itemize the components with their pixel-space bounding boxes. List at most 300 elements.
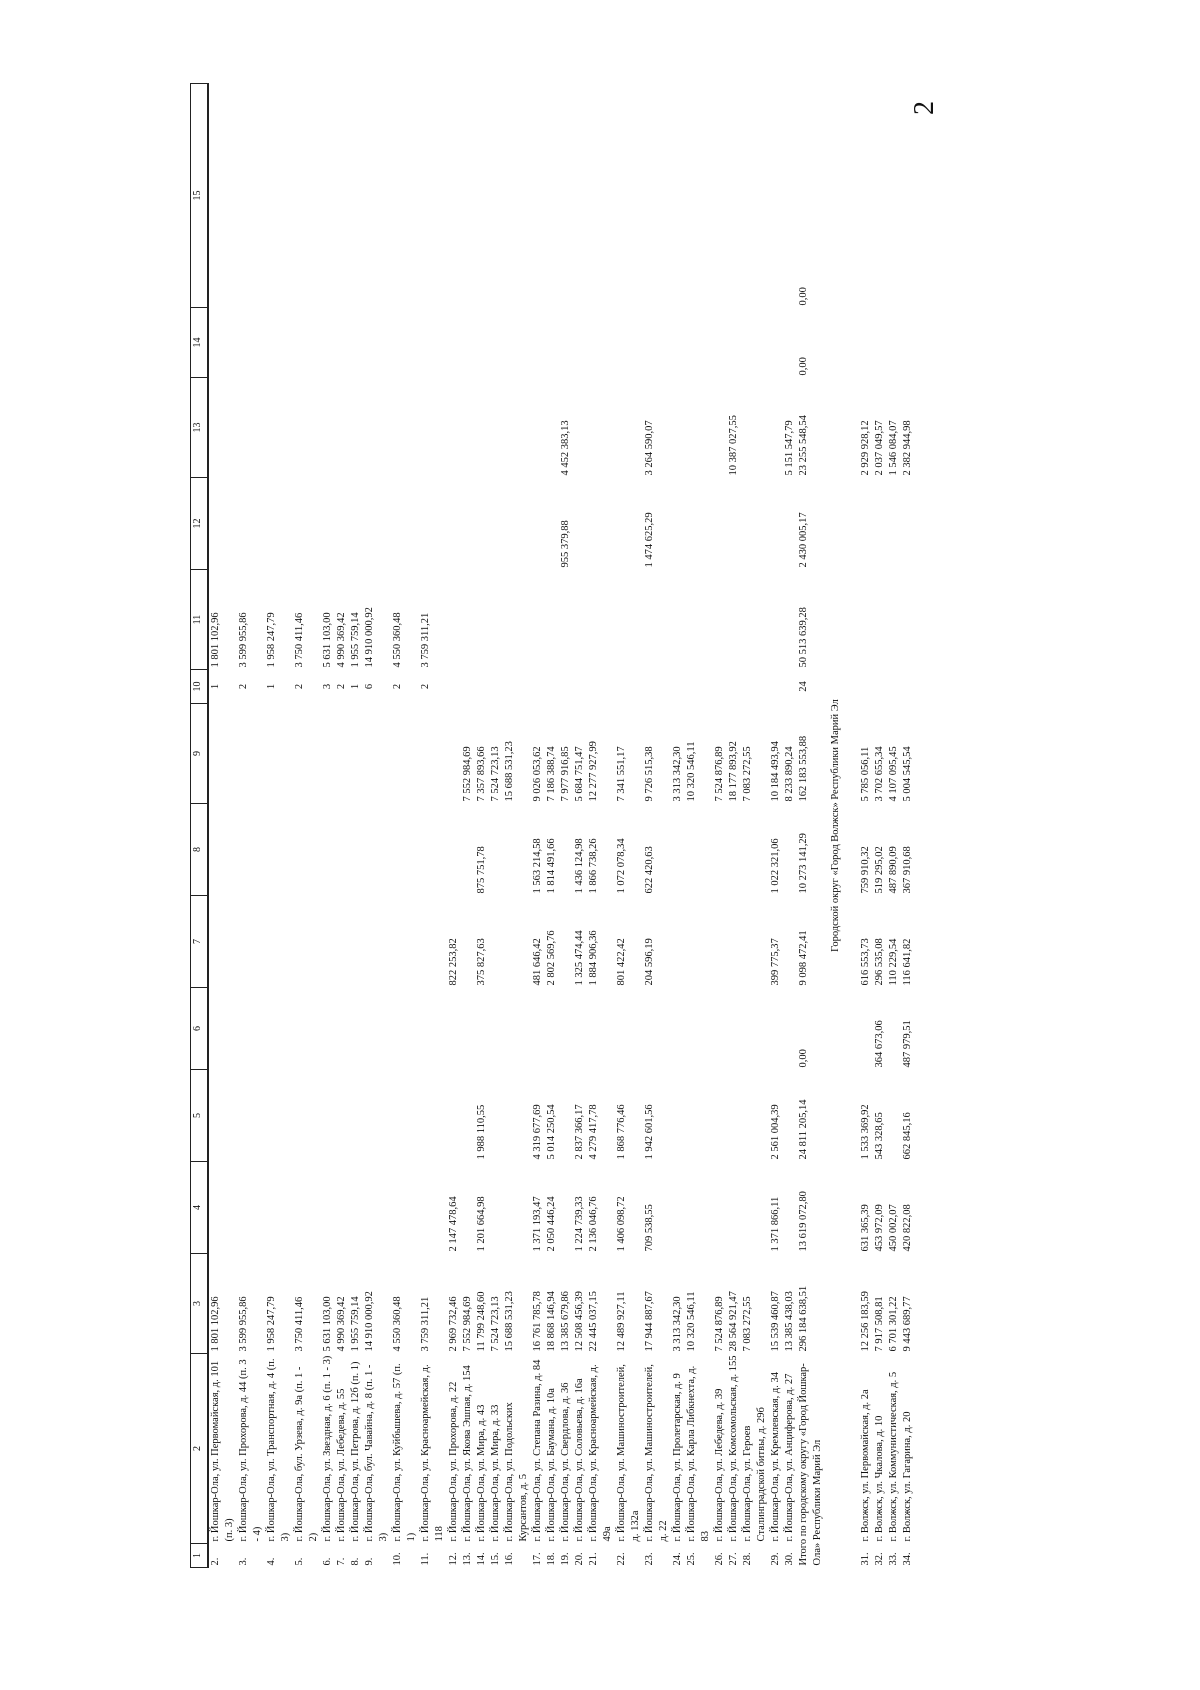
value-cell-c6 [419,988,447,1070]
row-number: 5. [294,1557,305,1566]
value-cell-c6 [671,988,685,1070]
value-cell-c6 [643,988,671,1070]
address-cell: г. Йошкар-Ола, ул. Лебедева, д. 55 [336,1388,347,1542]
value-cell-c3: 5 631 103,00 [322,1296,333,1352]
value-cell-c6 [208,988,237,1070]
value-cell-c8 [741,804,769,896]
row-number: 26. [714,1552,725,1566]
value-cell-c3: 13 385 438,03 [784,1291,795,1352]
value-cell-c6 [335,988,349,1070]
value-cell-c10 [671,670,685,704]
value-cell-c12 [713,478,727,570]
value-cell-c13 [237,378,265,478]
table-row [531,84,545,1568]
table-row [741,84,769,1568]
value-cell-c3: 1 958 247,79 [266,1296,277,1352]
value-cell-c6 [713,988,727,1070]
value-cell-c9: 8 233 890,24 [784,746,795,802]
value-cell-c3: 18 868 146,94 [546,1291,557,1352]
value-cell-c10 [727,670,741,704]
value-cell-c7: 399 775,37 [770,938,781,986]
table-row [321,84,335,1568]
value-cell-c3: 1 801 102,96 [210,1296,221,1352]
page-number: 2 [909,101,940,115]
value-cell-c14 [587,308,615,378]
value-cell-c14 [713,308,727,378]
value-cell-c10: 2 [238,683,249,690]
value-cell-c15 [363,84,391,308]
value-cell-c3: 16 761 785,78 [532,1291,543,1352]
address-cell: г. Йошкар-Ола, ул. Степана Разина, д. 84 [532,1359,543,1542]
value-cell-c10: 2 [336,683,347,690]
column-header-7: 7 [191,896,209,988]
value-cell-c4: 1 224 739,33 [574,1196,585,1252]
value-cell-c9 [293,704,321,804]
value-cell-c14 [489,308,503,378]
address-cell: г. Йошкар-Ола, ул. Первомайская, д. 101 (п. 3) [210,1360,235,1542]
value-cell-c12 [741,478,769,570]
value-cell-c12 [531,478,545,570]
value-cell-c6 [503,988,531,1070]
value-cell-c12 [873,478,887,570]
value-cell-c12 [887,478,901,570]
value-cell-c13 [293,378,321,478]
value-cell-c12 [587,478,615,570]
value-cell-c11 [859,570,873,670]
address-cell: г. Йошкар-Ола, ул. Красноармейская, д. 118 [420,1364,445,1542]
value-cell-c9: 10 184 493,94 [770,741,781,802]
column-header-13: 13 [191,378,209,478]
value-cell-c12 [461,478,475,570]
value-cell-c14 [859,308,873,378]
spacer-row [843,84,859,1568]
value-cell-c7 [208,896,237,988]
table-row [783,84,797,1568]
value-cell-c7: 2 802 569,76 [546,930,557,986]
value-cell-c15 [783,84,797,308]
column-header-10: 10 [191,670,209,704]
value-cell-c5 [503,1070,531,1162]
value-cell-c6 [573,988,587,1070]
address-cell: г. Йошкар-Ола, ул. Звездная, д. 6 (п. 1 - 3) [322,1355,333,1542]
column-header-11: 11 [191,570,209,670]
value-cell-c7 [727,896,741,988]
value-cell-c4 [783,1162,797,1254]
value-cell-c6 [489,988,503,1070]
value-cell-c15 [559,84,573,308]
value-cell-c14 [335,308,349,378]
value-cell-c12 [545,478,559,570]
value-cell-c11 [503,570,531,670]
value-cell-c11: 3 750 411,46 [294,612,305,668]
value-cell-c6 [741,988,769,1070]
value-cell-c15 [727,84,741,308]
value-cell-c9: 9 726 515,38 [644,746,655,802]
value-cell-c14 [901,308,915,378]
value-cell-c9: 7 186 388,74 [546,746,557,802]
value-cell-c8 [671,804,685,896]
row-number: 19. [560,1552,571,1566]
value-cell-c9 [349,704,363,804]
value-cell-c10: 2 [392,683,403,690]
value-cell-c6 [265,988,293,1070]
table-row [503,84,531,1568]
value-cell-c3: 4 550 360,48 [392,1296,403,1352]
value-cell-c10 [545,670,559,704]
value-cell-c11 [741,570,769,670]
value-cell-c7 [265,896,293,988]
value-cell-c12: 955 379,88 [560,520,571,568]
value-cell-c9: 7 524 876,89 [714,746,725,802]
value-cell-c14 [671,308,685,378]
value-cell-c5 [391,1070,419,1162]
value-cell-c4 [727,1162,741,1254]
value-cell-c12 [769,478,783,570]
value-cell-c12 [783,478,797,570]
value-cell-c11 [873,570,887,670]
value-cell-c5 [671,1070,685,1162]
value-cell-c8 [461,804,475,896]
table-row [901,84,915,1568]
value-cell-c7 [461,896,475,988]
value-cell-c6 [615,988,643,1070]
value-cell-c4: 709 538,55 [644,1204,655,1252]
row-number: 27. [728,1552,739,1566]
value-cell-c4 [237,1162,265,1254]
value-cell-c5: 1 868 776,46 [616,1104,627,1160]
value-cell-c15 [489,84,503,308]
column-header-15: 15 [191,84,209,308]
value-cell-c3: 11 799 248,60 [476,1291,487,1352]
value-cell-c15 [503,84,531,308]
value-cell-c7 [363,896,391,988]
section-title: Городской округ «Город Волжск» Республики Марий Эл [830,699,841,952]
value-cell-c10 [503,670,531,704]
value-cell-c13: 2 037 049,57 [874,420,885,476]
value-cell-c11: 1 955 759,14 [350,612,361,668]
value-cell-c10: 1 [210,683,221,690]
value-cell-c13 [741,378,769,478]
value-cell-c5: 4 319 677,69 [532,1104,543,1160]
value-cell-c5: 662 845,16 [902,1112,913,1160]
value-cell-c4 [713,1162,727,1254]
value-cell-c15 [321,84,335,308]
row-number: 20. [574,1552,585,1566]
address-cell: г. Йошкар-Ола, ул. Анциферова, д. 27 [784,1373,795,1542]
address-cell: г. Йошкар-Ола, ул. Пролетарская, д. 9 [672,1373,683,1542]
value-cell-c8 [335,804,349,896]
value-cell-c11 [615,570,643,670]
value-cell-c5: 2 561 004,39 [770,1104,781,1160]
value-cell-c12 [363,478,391,570]
value-cell-c3: 2 969 732,46 [448,1296,459,1352]
value-cell-c13: 10 387 027,55 [728,415,739,476]
value-cell-c15 [873,84,887,308]
value-cell-c14 [643,308,671,378]
value-cell-c10 [769,670,783,704]
value-cell-c11 [587,570,615,670]
row-number: 15. [490,1552,501,1566]
value-cell-c6 [475,988,489,1070]
table-row [769,84,783,1568]
value-cell-c11: 1 958 247,79 [266,612,277,668]
table-row [615,84,643,1568]
address-cell: г. Йошкар-Ола, ул. Транспортная, д. 4 (п. 3) [266,1358,291,1542]
value-cell-c6 [447,988,461,1070]
value-cell-c9: 12 277 927,99 [588,741,599,802]
value-cell-c9 [363,704,391,804]
value-cell-c11 [461,570,475,670]
value-cell-c8 [727,804,741,896]
address-cell: г. Йошкар-Ола, ул. Подольских Курсантов, д. 5 [504,1402,529,1542]
column-number-header [191,84,209,1568]
row-number: 25. [686,1552,697,1566]
value-cell-c4: 1 406 098,72 [616,1196,627,1252]
value-cell-c8: 759 910,32 [860,846,871,894]
value-cell-c12: 1 474 625,29 [644,512,655,568]
value-cell-c15 [475,84,489,308]
value-cell-c12 [615,478,643,570]
value-cell-c14 [503,308,531,378]
total-cell-c12: 2 430 005,17 [798,512,809,568]
total-cell-c6: 0,00 [798,1049,809,1068]
address-cell: г. Йошкар-Ола, ул. Баумана, д. 10а [546,1388,557,1542]
value-cell-c7: 116 641,82 [902,938,913,986]
value-cell-c15 [545,84,559,308]
table-row [727,84,741,1568]
address-cell: г. Йошкар-Ола, ул. Машиностроителей, д. 22 [644,1364,669,1542]
value-cell-c11: 3 599 955,86 [238,612,249,668]
section-header-row [825,84,843,1568]
value-cell-c8 [489,804,503,896]
column-header-14: 14 [191,308,209,378]
value-cell-c12 [489,478,503,570]
value-cell-c7: 481 646,42 [532,938,543,986]
total-cell-c15: 0,00 [798,287,809,306]
value-cell-c5 [783,1070,797,1162]
value-cell-c13: 1 546 084,07 [888,420,899,476]
value-cell-c8 [321,804,335,896]
value-cell-c13: 5 151 547,79 [784,420,795,476]
value-cell-c15 [685,84,713,308]
column-header-1: 1 [191,1544,209,1568]
value-cell-c6 [769,988,783,1070]
value-cell-c14 [887,308,901,378]
value-cell-c13 [447,378,461,478]
value-cell-c11: 14 910 000,92 [364,607,375,668]
value-cell-c3: 7 552 984,69 [462,1296,473,1352]
table-row [475,84,489,1568]
value-cell-c15 [335,84,349,308]
value-cell-c5 [321,1070,335,1162]
value-cell-c14 [615,308,643,378]
value-cell-c14 [208,308,237,378]
value-cell-c7 [419,896,447,988]
value-cell-c14 [573,308,587,378]
value-cell-c3: 1 955 759,14 [350,1296,361,1352]
value-cell-c10 [643,670,671,704]
value-cell-c6 [237,988,265,1070]
value-cell-c12 [685,478,713,570]
value-cell-c15 [531,84,545,308]
value-cell-c3: 12 508 456,39 [574,1291,585,1352]
value-cell-c7 [685,896,713,988]
value-cell-c13 [208,378,237,478]
value-cell-c5: 543 328,65 [874,1112,885,1160]
value-cell-c7: 375 827,63 [476,938,487,986]
value-cell-c10: 2 [294,683,305,690]
address-cell: г. Йошкар-Ола, бул. Чавайна, д. 8 (п. 1 - 3) [364,1364,389,1542]
address-cell: г. Волжск, ул. Гагарина, д. 20 [902,1411,913,1542]
value-cell-c11 [887,570,901,670]
value-cell-c9 [335,704,349,804]
row-number: 6. [322,1557,333,1566]
value-cell-c6 [859,988,873,1070]
value-cell-c13: 2 382 944,98 [902,420,913,476]
value-cell-c3: 12 256 183,59 [860,1291,871,1352]
value-cell-c10: 6 [364,683,375,690]
value-cell-c10: 2 [420,683,431,690]
value-cell-c11 [727,570,741,670]
column-header-3: 3 [191,1254,209,1354]
value-cell-c3: 7 083 272,55 [742,1296,753,1352]
value-cell-c9: 7 977 916,85 [560,746,571,802]
table-body [208,84,915,1568]
row-number: 8. [350,1557,361,1566]
table-row [237,84,265,1568]
value-cell-c13 [503,378,531,478]
value-cell-c9 [321,704,335,804]
value-cell-c12 [671,478,685,570]
value-cell-c9 [208,704,237,804]
value-cell-c9 [447,704,461,804]
value-cell-c3: 3 759 311,21 [420,1296,431,1352]
address-cell: г. Йошкар-Ола, ул. Мира, д. 43 [476,1404,487,1542]
value-cell-c12 [573,478,587,570]
value-cell-c9 [391,704,419,804]
value-cell-c6 [363,988,391,1070]
table-row [887,84,901,1568]
value-cell-c11 [489,570,503,670]
value-cell-c5 [741,1070,769,1162]
value-cell-c8 [349,804,363,896]
value-cell-c4 [208,1162,237,1254]
value-cell-c5 [349,1070,363,1162]
value-cell-c13 [587,378,615,478]
row-number: 18. [546,1552,557,1566]
row-number: 4. [266,1557,277,1566]
value-cell-c9: 7 357 893,66 [476,746,487,802]
value-cell-c3: 22 445 037,15 [588,1291,599,1352]
value-cell-c8: 1 072 078,34 [616,838,627,894]
value-cell-c11 [559,570,573,670]
value-cell-c3: 7 524 723,13 [490,1296,501,1352]
value-cell-c11: 5 631 103,00 [322,612,333,668]
row-number: 32. [874,1552,885,1566]
value-cell-c15 [887,84,901,308]
value-cell-c6 [461,988,475,1070]
value-cell-c12 [447,478,461,570]
address-cell: г. Йошкар-Ола, ул. Куйбышева, д. 57 (п. 1) [392,1363,417,1542]
total-cell-c13: 23 255 548,54 [798,415,809,476]
value-cell-c7 [741,896,769,988]
row-number: 16. [504,1552,515,1566]
value-cell-c10 [573,670,587,704]
value-cell-c5 [685,1070,713,1162]
value-cell-c8: 1 436 124,98 [574,838,585,894]
value-cell-c13 [391,378,419,478]
value-cell-c12 [901,478,915,570]
value-cell-c4: 631 365,39 [860,1204,871,1252]
address-cell: г. Волжск, ул. Коммунистическая, д. 5 [888,1371,899,1542]
address-cell: г. Йошкар-Ола, ул. Кремлевская, д. 34 [770,1372,781,1542]
table-row [587,84,615,1568]
value-cell-c5 [887,1070,901,1162]
value-cell-c13 [321,378,335,478]
column-header-8: 8 [191,804,209,896]
value-cell-c9 [265,704,293,804]
value-cell-c7 [489,896,503,988]
value-cell-c3: 7 524 876,89 [714,1296,725,1352]
address-cell: г. Йошкар-Ола, ул. Красноармейская, д. 49а [588,1364,613,1542]
value-cell-c10 [685,670,713,704]
value-cell-c4 [335,1162,349,1254]
table-row [293,84,321,1568]
value-cell-c11 [713,570,727,670]
value-cell-c10 [447,670,461,704]
address-cell: г. Йошкар-Ола, ул. Свердлова, д. 36 [560,1382,571,1542]
value-cell-c12 [321,478,335,570]
value-cell-c11 [671,570,685,670]
value-cell-c4: 450 002,07 [888,1204,899,1252]
value-cell-c9: 10 320 546,11 [686,741,697,802]
value-cell-c14 [727,308,741,378]
value-cell-c7 [391,896,419,988]
value-cell-c8 [503,804,531,896]
value-cell-c14 [321,308,335,378]
value-cell-c8: 622 420,63 [644,846,655,894]
value-cell-c12 [208,478,237,570]
value-cell-c11 [901,570,915,670]
value-cell-c5: 2 837 366,17 [574,1104,585,1160]
table-row [671,84,685,1568]
value-cell-c7: 616 553,73 [860,938,871,986]
value-cell-c8 [713,804,727,896]
value-cell-c3: 13 385 679,86 [560,1291,571,1352]
value-cell-c13 [475,378,489,478]
value-cell-c15 [671,84,685,308]
value-cell-c7 [559,896,573,988]
value-cell-c11: 1 801 102,96 [210,612,221,668]
row-number: 22. [616,1552,627,1566]
value-cell-c13 [531,378,545,478]
table-row [873,84,887,1568]
value-cell-c4 [265,1162,293,1254]
table-row [363,84,391,1568]
value-cell-c10 [713,670,727,704]
row-number: 21. [588,1552,599,1566]
value-cell-c10 [489,670,503,704]
value-cell-c3: 3 750 411,46 [294,1296,305,1352]
row-number: 3. [238,1557,249,1566]
value-cell-c3: 28 564 921,47 [728,1291,739,1352]
value-cell-c6: 487 979,51 [902,1020,913,1068]
value-cell-c10 [461,670,475,704]
row-number: 11. [420,1552,431,1566]
value-cell-c9: 5 684 751,47 [574,746,585,802]
value-cell-c13 [349,378,363,478]
value-cell-c14 [447,308,461,378]
